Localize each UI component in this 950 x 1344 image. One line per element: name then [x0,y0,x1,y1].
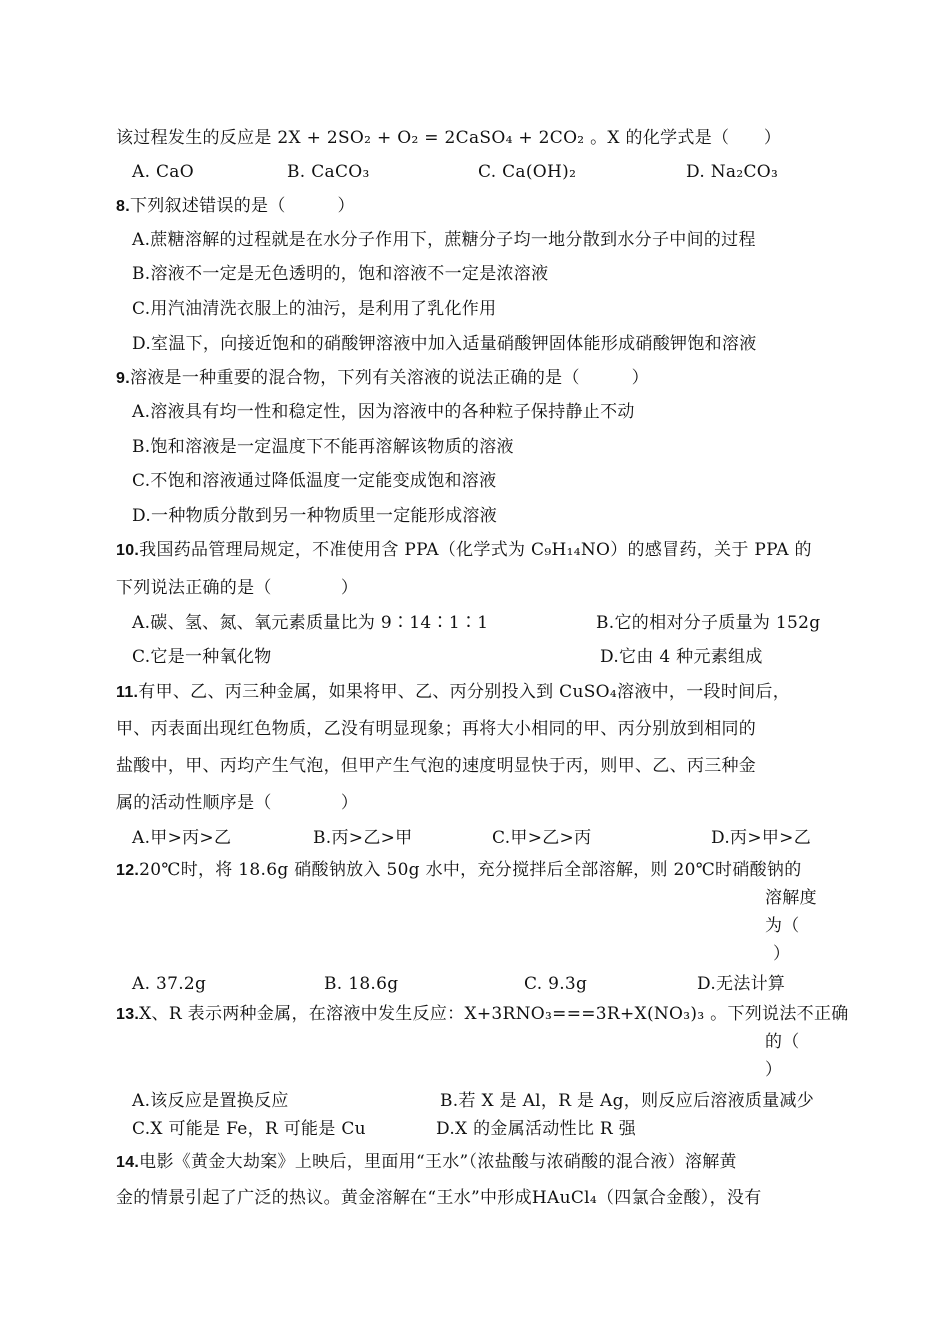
q7-stem: 该过程发生的反应是 2X + 2SO₂ + O₂ = 2CaSO₄ + 2CO₂ 。X 的化学式是（ ） [116,128,782,148]
q10-stem-1: 我国药品管理局规定，不准使用含 PPA（化学式为 C₉H₁₄NO）的感冒药，关于 PPA 的 [139,540,812,560]
q13-stem-line-3: ） [765,1060,783,1080]
q7-option-b: B. CaCO₃ [287,162,370,182]
q10-number: 10. [116,542,140,559]
q11-stem-line-3: 盐酸中，甲、丙均产生气泡，但甲产生气泡的速度明显快于丙，则甲、乙、丙三种金 [116,756,757,776]
q8-stem: 下列叙述错误的是（ ） [129,196,355,216]
q9-option-c: C.不饱和溶液通过降低温度一定能变成饱和溶液 [132,471,497,491]
q9-option-d: D.一种物质分散到另一种物质里一定能形成溶液 [132,506,498,526]
q13-number: 13. [116,1006,140,1023]
q10-option-d: D.它由 4 种元素组成 [600,647,763,667]
q10-option-b: B.它的相对分子质量为 152g [596,613,821,633]
q11-stem-line-1 [116,682,790,703]
q12-option-d: D.无法计算 [697,974,786,994]
q10-stem-line-2: 下列说法正确的是（ ） [116,578,359,598]
q9-number: 9. [116,370,130,387]
q12-number: 12. [116,862,140,879]
q8-number: 8. [116,198,130,215]
q10-option-a: A.碳、氢、氮、氧元素质量比为 9∶14∶1∶1 [132,613,489,633]
q11-number: 11. [116,684,139,701]
q9-stem-line [116,368,649,389]
q11-stem-1: 有甲、乙、丙三种金属，如果将甲、乙、丙分别投入到 CuSO₄溶液中，一段时间后， [138,682,791,702]
q14-stem-line-2: 金的情景引起了广泛的热议。黄金溶解在“王水”中形成HAuCl₄（四氯合金酸），没有 [116,1188,762,1208]
q13-option-d: D.X 的金属活动性比 R 强 [436,1119,637,1139]
q13-option-b: B.若 X 是 Al，R 是 Ag，则反应后溶液质量减少 [440,1091,815,1111]
q9-stem: 溶液是一种重要的混合物，下列有关溶液的说法正确的是（ ） [129,368,649,388]
q11-option-c: C.甲>乙>丙 [492,828,592,848]
q11-stem-line-4: 属的活动性顺序是（ ） [116,793,359,813]
q13-option-c: C.X 可能是 Fe，R 可能是 Cu [132,1119,366,1139]
q12-option-b: B. 18.6g [324,974,399,994]
q12-stem-1: 20℃时，将 18.6g 硝酸钠放入 50g 水中，充分搅拌后全部溶解，则 20℃时硝酸钠的 [139,860,802,880]
q13-stem-line-1 [116,1004,849,1025]
q11-option-a: A.甲>丙>乙 [132,828,232,848]
q9-option-a: A.溶液具有均一性和稳定性，因为溶液中的各种粒子保持静止不动 [132,402,635,422]
q7-option-a: A. CaO [132,162,194,182]
q8-stem-line [116,196,355,217]
q12-stem-line-3: 为（ [765,916,800,936]
q12-stem-line-4: ） [773,944,791,964]
q13-option-a: A.该反应是置换反应 [132,1091,289,1111]
q10-option-c: C.它是一种氧化物 [132,647,272,667]
q13-stem-line-2: 的（ [765,1032,800,1052]
q11-stem-line-2: 甲、丙表面出现红色物质，乙没有明显现象；再将大小相同的甲、丙分别放到相同的 [116,719,757,739]
q14-stem-1: 电影《黄金大劫案》上映后，里面用“王水”（浓盐酸与浓硝酸的混合液）溶解黄 [139,1152,737,1172]
q12-stem-line-1 [116,860,802,881]
q8-option-b: B.溶液不一定是无色透明的，饱和溶液不一定是浓溶液 [132,264,549,284]
q14-number: 14. [116,1154,140,1171]
q12-option-a: A. 37.2g [132,974,207,994]
q8-option-d: D.室温下，向接近饱和的硝酸钾溶液中加入适量硝酸钾固体能形成硝酸钾饱和溶液 [132,334,757,354]
q7-option-d: D. Na₂CO₃ [686,162,779,182]
q12-stem-line-2: 溶解度 [765,888,817,908]
q8-option-c: C.用汽油清洗衣服上的油污，是利用了乳化作用 [132,299,497,319]
q11-option-b: B.丙>乙>甲 [313,828,413,848]
q9-option-b: B.饱和溶液是一定温度下不能再溶解该物质的溶液 [132,437,514,457]
q14-stem-line-1 [116,1152,737,1173]
q10-stem-line-1 [116,540,812,561]
q11-option-d: D.丙>甲>乙 [711,828,812,848]
q13-stem-1: X、R 表示两种金属，在溶液中发生反应：X+3RNO₃===3R+X(NO₃)₃ 。下列说法不正确 [139,1004,849,1024]
q7-option-c: C. Ca(OH)₂ [478,162,577,182]
q8-option-a: A.蔗糖溶解的过程就是在水分子作用下，蔗糖分子均一地分散到水分子中间的过程 [132,230,756,250]
q12-option-c: C. 9.3g [524,974,588,994]
